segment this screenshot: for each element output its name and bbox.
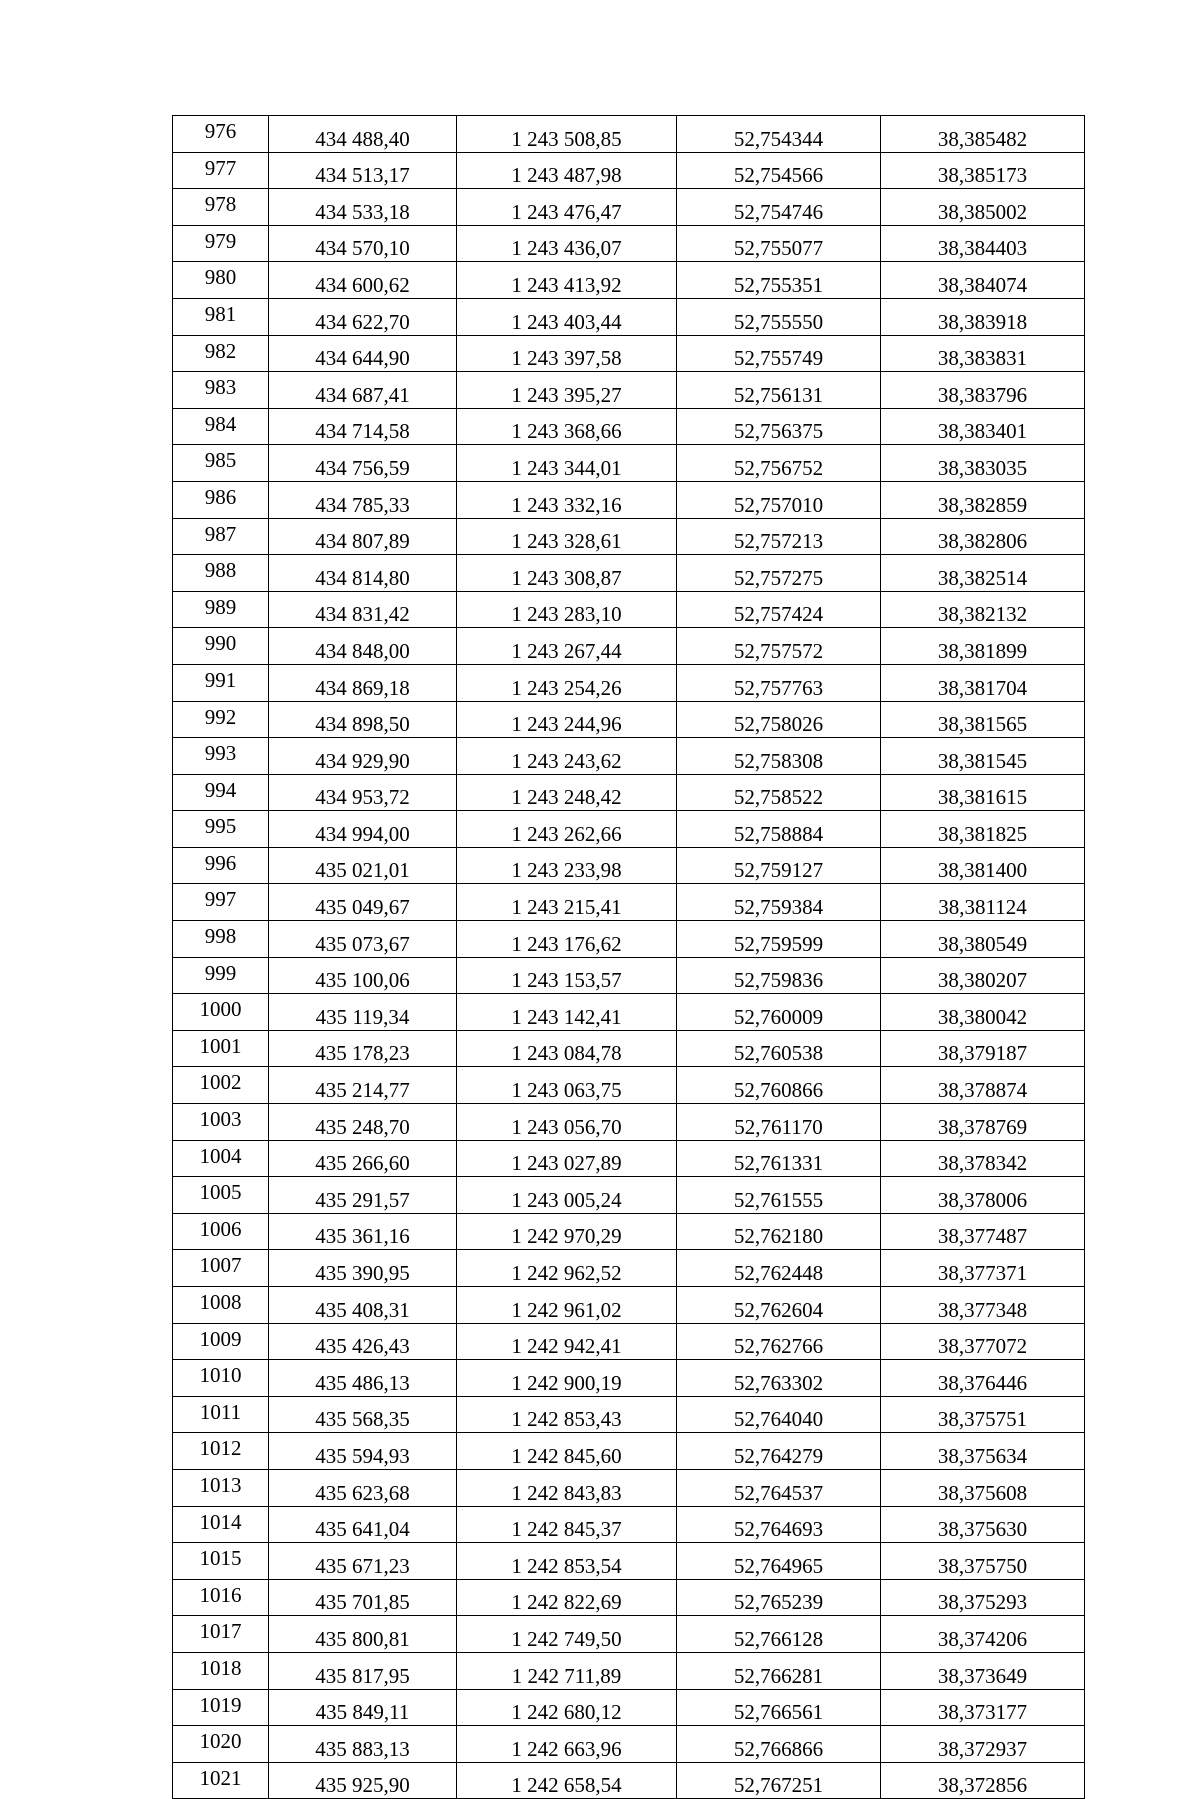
- latitude-cell: 52,755749: [677, 335, 881, 372]
- longitude-cell: 38,379187: [881, 1030, 1085, 1067]
- point-number-cell: 986: [173, 481, 269, 518]
- y-coordinate-cell: 1 242 845,60: [457, 1433, 677, 1470]
- y-coordinate-cell: 1 243 056,70: [457, 1104, 677, 1141]
- point-number-cell: 1006: [173, 1213, 269, 1250]
- y-coordinate-cell: 1 242 680,12: [457, 1689, 677, 1726]
- table-row: [173, 738, 1085, 775]
- x-coordinate-cell: 434 622,70: [269, 298, 457, 335]
- longitude-cell: 38,381615: [881, 774, 1085, 811]
- latitude-cell: 52,757424: [677, 591, 881, 628]
- x-coordinate-cell: 435 291,57: [269, 1177, 457, 1214]
- longitude-cell: 38,375293: [881, 1579, 1085, 1616]
- y-coordinate-cell: 1 242 845,37: [457, 1506, 677, 1543]
- x-coordinate-cell: 434 533,18: [269, 189, 457, 226]
- y-coordinate-cell: 1 243 283,10: [457, 591, 677, 628]
- longitude-cell: 38,383918: [881, 298, 1085, 335]
- x-coordinate-cell: 435 849,11: [269, 1689, 457, 1726]
- latitude-cell: 52,755351: [677, 262, 881, 299]
- longitude-cell: 38,375608: [881, 1469, 1085, 1506]
- x-coordinate-cell: 435 426,43: [269, 1323, 457, 1360]
- longitude-cell: 38,383401: [881, 408, 1085, 445]
- table-row: [173, 1177, 1085, 1214]
- table-row: [173, 957, 1085, 994]
- point-number-cell: 991: [173, 664, 269, 701]
- table-row: [173, 774, 1085, 811]
- table-row: [173, 664, 1085, 701]
- latitude-cell: 52,765239: [677, 1579, 881, 1616]
- x-coordinate-cell: 434 807,89: [269, 518, 457, 555]
- latitude-cell: 52,755077: [677, 225, 881, 262]
- y-coordinate-cell: 1 243 308,87: [457, 555, 677, 592]
- y-coordinate-cell: 1 243 005,24: [457, 1177, 677, 1214]
- table-row: [173, 1469, 1085, 1506]
- y-coordinate-cell: 1 243 403,44: [457, 298, 677, 335]
- point-number-cell: 993: [173, 738, 269, 775]
- table-row: [173, 408, 1085, 445]
- y-coordinate-cell: 1 243 244,96: [457, 701, 677, 738]
- table-row: [173, 921, 1085, 958]
- point-number-cell: 980: [173, 262, 269, 299]
- table-row: [173, 1323, 1085, 1360]
- longitude-cell: 38,373177: [881, 1689, 1085, 1726]
- point-number-cell: 1008: [173, 1287, 269, 1324]
- latitude-cell: 52,760866: [677, 1067, 881, 1104]
- point-number-cell: 1012: [173, 1433, 269, 1470]
- point-number-cell: 1009: [173, 1323, 269, 1360]
- y-coordinate-cell: 1 242 749,50: [457, 1616, 677, 1653]
- point-number-cell: 1020: [173, 1726, 269, 1763]
- x-coordinate-cell: 435 361,16: [269, 1213, 457, 1250]
- table-row: [173, 1652, 1085, 1689]
- x-coordinate-cell: 435 925,90: [269, 1762, 457, 1799]
- longitude-cell: 38,382132: [881, 591, 1085, 628]
- point-number-cell: 981: [173, 298, 269, 335]
- table-row: [173, 1030, 1085, 1067]
- table-row: [173, 152, 1085, 189]
- latitude-cell: 52,756131: [677, 372, 881, 409]
- table-row: [173, 335, 1085, 372]
- longitude-cell: 38,372937: [881, 1726, 1085, 1763]
- x-coordinate-cell: 435 568,35: [269, 1396, 457, 1433]
- latitude-cell: 52,764965: [677, 1543, 881, 1580]
- longitude-cell: 38,383796: [881, 372, 1085, 409]
- x-coordinate-cell: 435 486,13: [269, 1360, 457, 1397]
- y-coordinate-cell: 1 243 267,44: [457, 628, 677, 665]
- table-row: [173, 994, 1085, 1031]
- x-coordinate-cell: 434 687,41: [269, 372, 457, 409]
- point-number-cell: 1017: [173, 1616, 269, 1653]
- latitude-cell: 52,766866: [677, 1726, 881, 1763]
- longitude-cell: 38,380549: [881, 921, 1085, 958]
- x-coordinate-cell: 435 100,06: [269, 957, 457, 994]
- latitude-cell: 52,760009: [677, 994, 881, 1031]
- y-coordinate-cell: 1 243 233,98: [457, 847, 677, 884]
- x-coordinate-cell: 435 800,81: [269, 1616, 457, 1653]
- x-coordinate-cell: 434 929,90: [269, 738, 457, 775]
- point-number-cell: 995: [173, 811, 269, 848]
- table-row: [173, 1579, 1085, 1616]
- longitude-cell: 38,377371: [881, 1250, 1085, 1287]
- y-coordinate-cell: 1 242 711,89: [457, 1652, 677, 1689]
- point-number-cell: 1021: [173, 1762, 269, 1799]
- latitude-cell: 52,754344: [677, 116, 881, 153]
- longitude-cell: 38,375630: [881, 1506, 1085, 1543]
- point-number-cell: 984: [173, 408, 269, 445]
- latitude-cell: 52,762448: [677, 1250, 881, 1287]
- y-coordinate-cell: 1 242 658,54: [457, 1762, 677, 1799]
- longitude-cell: 38,377072: [881, 1323, 1085, 1360]
- point-number-cell: 1015: [173, 1543, 269, 1580]
- y-coordinate-cell: 1 242 961,02: [457, 1287, 677, 1324]
- longitude-cell: 38,378006: [881, 1177, 1085, 1214]
- latitude-cell: 52,757763: [677, 664, 881, 701]
- coordinates-table-body: [173, 116, 1085, 1799]
- y-coordinate-cell: 1 242 942,41: [457, 1323, 677, 1360]
- point-number-cell: 996: [173, 847, 269, 884]
- longitude-cell: 38,381899: [881, 628, 1085, 665]
- latitude-cell: 52,764279: [677, 1433, 881, 1470]
- table-row: [173, 701, 1085, 738]
- table-row: [173, 225, 1085, 262]
- point-number-cell: 1001: [173, 1030, 269, 1067]
- latitude-cell: 52,764537: [677, 1469, 881, 1506]
- latitude-cell: 52,757572: [677, 628, 881, 665]
- table-row: [173, 1140, 1085, 1177]
- point-number-cell: 1003: [173, 1104, 269, 1141]
- latitude-cell: 52,756752: [677, 445, 881, 482]
- table-row: [173, 1104, 1085, 1141]
- point-number-cell: 1011: [173, 1396, 269, 1433]
- latitude-cell: 52,762604: [677, 1287, 881, 1324]
- longitude-cell: 38,375751: [881, 1396, 1085, 1433]
- y-coordinate-cell: 1 243 254,26: [457, 664, 677, 701]
- point-number-cell: 1013: [173, 1469, 269, 1506]
- latitude-cell: 52,762766: [677, 1323, 881, 1360]
- latitude-cell: 52,758522: [677, 774, 881, 811]
- point-number-cell: 994: [173, 774, 269, 811]
- y-coordinate-cell: 1 243 328,61: [457, 518, 677, 555]
- longitude-cell: 38,372856: [881, 1762, 1085, 1799]
- latitude-cell: 52,758308: [677, 738, 881, 775]
- point-number-cell: 997: [173, 884, 269, 921]
- latitude-cell: 52,761331: [677, 1140, 881, 1177]
- table-row: [173, 1726, 1085, 1763]
- longitude-cell: 38,376446: [881, 1360, 1085, 1397]
- table-row: [173, 1616, 1085, 1653]
- table-row: [173, 847, 1085, 884]
- longitude-cell: 38,378342: [881, 1140, 1085, 1177]
- point-number-cell: 1018: [173, 1652, 269, 1689]
- latitude-cell: 52,762180: [677, 1213, 881, 1250]
- longitude-cell: 38,380207: [881, 957, 1085, 994]
- point-number-cell: 1010: [173, 1360, 269, 1397]
- point-number-cell: 1000: [173, 994, 269, 1031]
- table-row: [173, 1762, 1085, 1799]
- point-number-cell: 979: [173, 225, 269, 262]
- point-number-cell: 983: [173, 372, 269, 409]
- point-number-cell: 978: [173, 189, 269, 226]
- table-row: [173, 116, 1085, 153]
- x-coordinate-cell: 435 214,77: [269, 1067, 457, 1104]
- longitude-cell: 38,375750: [881, 1543, 1085, 1580]
- longitude-cell: 38,378769: [881, 1104, 1085, 1141]
- longitude-cell: 38,382859: [881, 481, 1085, 518]
- point-number-cell: 990: [173, 628, 269, 665]
- table-row: [173, 1287, 1085, 1324]
- longitude-cell: 38,383035: [881, 445, 1085, 482]
- x-coordinate-cell: 435 266,60: [269, 1140, 457, 1177]
- y-coordinate-cell: 1 243 063,75: [457, 1067, 677, 1104]
- longitude-cell: 38,375634: [881, 1433, 1085, 1470]
- y-coordinate-cell: 1 243 027,89: [457, 1140, 677, 1177]
- latitude-cell: 52,754746: [677, 189, 881, 226]
- x-coordinate-cell: 434 570,10: [269, 225, 457, 262]
- y-coordinate-cell: 1 243 508,85: [457, 116, 677, 153]
- latitude-cell: 52,761170: [677, 1104, 881, 1141]
- latitude-cell: 52,759384: [677, 884, 881, 921]
- x-coordinate-cell: 435 883,13: [269, 1726, 457, 1763]
- longitude-cell: 38,381545: [881, 738, 1085, 775]
- table-row: [173, 884, 1085, 921]
- longitude-cell: 38,374206: [881, 1616, 1085, 1653]
- longitude-cell: 38,378874: [881, 1067, 1085, 1104]
- x-coordinate-cell: 434 848,00: [269, 628, 457, 665]
- longitude-cell: 38,385482: [881, 116, 1085, 153]
- x-coordinate-cell: 435 594,93: [269, 1433, 457, 1470]
- point-number-cell: 1002: [173, 1067, 269, 1104]
- x-coordinate-cell: 435 408,31: [269, 1287, 457, 1324]
- longitude-cell: 38,382806: [881, 518, 1085, 555]
- latitude-cell: 52,755550: [677, 298, 881, 335]
- latitude-cell: 52,756375: [677, 408, 881, 445]
- point-number-cell: 982: [173, 335, 269, 372]
- y-coordinate-cell: 1 243 176,62: [457, 921, 677, 958]
- latitude-cell: 52,759599: [677, 921, 881, 958]
- y-coordinate-cell: 1 243 142,41: [457, 994, 677, 1031]
- longitude-cell: 38,381124: [881, 884, 1085, 921]
- point-number-cell: 985: [173, 445, 269, 482]
- point-number-cell: 977: [173, 152, 269, 189]
- y-coordinate-cell: 1 243 395,27: [457, 372, 677, 409]
- table-row: [173, 811, 1085, 848]
- table-row: [173, 1689, 1085, 1726]
- point-number-cell: 1007: [173, 1250, 269, 1287]
- latitude-cell: 52,766561: [677, 1689, 881, 1726]
- latitude-cell: 52,759127: [677, 847, 881, 884]
- y-coordinate-cell: 1 243 262,66: [457, 811, 677, 848]
- x-coordinate-cell: 434 714,58: [269, 408, 457, 445]
- point-number-cell: 1004: [173, 1140, 269, 1177]
- latitude-cell: 52,766128: [677, 1616, 881, 1653]
- table-row: [173, 518, 1085, 555]
- longitude-cell: 38,385173: [881, 152, 1085, 189]
- x-coordinate-cell: 435 817,95: [269, 1652, 457, 1689]
- table-row: [173, 628, 1085, 665]
- y-coordinate-cell: 1 243 344,01: [457, 445, 677, 482]
- x-coordinate-cell: 435 049,67: [269, 884, 457, 921]
- x-coordinate-cell: 435 073,67: [269, 921, 457, 958]
- point-number-cell: 998: [173, 921, 269, 958]
- point-number-cell: 987: [173, 518, 269, 555]
- longitude-cell: 38,381704: [881, 664, 1085, 701]
- x-coordinate-cell: 434 785,33: [269, 481, 457, 518]
- x-coordinate-cell: 434 513,17: [269, 152, 457, 189]
- longitude-cell: 38,373649: [881, 1652, 1085, 1689]
- point-number-cell: 1005: [173, 1177, 269, 1214]
- longitude-cell: 38,381400: [881, 847, 1085, 884]
- longitude-cell: 38,382514: [881, 555, 1085, 592]
- latitude-cell: 52,758026: [677, 701, 881, 738]
- x-coordinate-cell: 434 831,42: [269, 591, 457, 628]
- y-coordinate-cell: 1 243 368,66: [457, 408, 677, 445]
- x-coordinate-cell: 434 488,40: [269, 116, 457, 153]
- x-coordinate-cell: 434 644,90: [269, 335, 457, 372]
- y-coordinate-cell: 1 242 843,83: [457, 1469, 677, 1506]
- point-number-cell: 988: [173, 555, 269, 592]
- y-coordinate-cell: 1 243 436,07: [457, 225, 677, 262]
- table-row: [173, 262, 1085, 299]
- x-coordinate-cell: 434 898,50: [269, 701, 457, 738]
- longitude-cell: 38,385002: [881, 189, 1085, 226]
- y-coordinate-cell: 1 243 487,98: [457, 152, 677, 189]
- latitude-cell: 52,763302: [677, 1360, 881, 1397]
- longitude-cell: 38,381565: [881, 701, 1085, 738]
- y-coordinate-cell: 1 242 822,69: [457, 1579, 677, 1616]
- latitude-cell: 52,758884: [677, 811, 881, 848]
- coordinates-table: [172, 115, 1085, 1799]
- table-row: [173, 372, 1085, 409]
- x-coordinate-cell: 434 953,72: [269, 774, 457, 811]
- table-row: [173, 1360, 1085, 1397]
- y-coordinate-cell: 1 243 215,41: [457, 884, 677, 921]
- x-coordinate-cell: 434 869,18: [269, 664, 457, 701]
- latitude-cell: 52,757010: [677, 481, 881, 518]
- point-number-cell: 989: [173, 591, 269, 628]
- x-coordinate-cell: 435 021,01: [269, 847, 457, 884]
- table-row: [173, 445, 1085, 482]
- table-row: [173, 1396, 1085, 1433]
- point-number-cell: 1014: [173, 1506, 269, 1543]
- y-coordinate-cell: 1 243 248,42: [457, 774, 677, 811]
- x-coordinate-cell: 435 178,23: [269, 1030, 457, 1067]
- table-row: [173, 1067, 1085, 1104]
- table-row: [173, 481, 1085, 518]
- x-coordinate-cell: 435 701,85: [269, 1579, 457, 1616]
- y-coordinate-cell: 1 243 476,47: [457, 189, 677, 226]
- latitude-cell: 52,761555: [677, 1177, 881, 1214]
- longitude-cell: 38,377487: [881, 1213, 1085, 1250]
- x-coordinate-cell: 434 600,62: [269, 262, 457, 299]
- x-coordinate-cell: 434 756,59: [269, 445, 457, 482]
- y-coordinate-cell: 1 242 970,29: [457, 1213, 677, 1250]
- latitude-cell: 52,766281: [677, 1652, 881, 1689]
- point-number-cell: 999: [173, 957, 269, 994]
- y-coordinate-cell: 1 243 153,57: [457, 957, 677, 994]
- y-coordinate-cell: 1 242 853,54: [457, 1543, 677, 1580]
- y-coordinate-cell: 1 242 663,96: [457, 1726, 677, 1763]
- x-coordinate-cell: 435 119,34: [269, 994, 457, 1031]
- x-coordinate-cell: 435 671,23: [269, 1543, 457, 1580]
- x-coordinate-cell: 435 390,95: [269, 1250, 457, 1287]
- y-coordinate-cell: 1 243 397,58: [457, 335, 677, 372]
- table-row: [173, 555, 1085, 592]
- x-coordinate-cell: 434 814,80: [269, 555, 457, 592]
- y-coordinate-cell: 1 243 332,16: [457, 481, 677, 518]
- table-row: [173, 591, 1085, 628]
- y-coordinate-cell: 1 243 413,92: [457, 262, 677, 299]
- latitude-cell: 52,760538: [677, 1030, 881, 1067]
- longitude-cell: 38,377348: [881, 1287, 1085, 1324]
- x-coordinate-cell: 435 248,70: [269, 1104, 457, 1141]
- latitude-cell: 52,759836: [677, 957, 881, 994]
- latitude-cell: 52,764040: [677, 1396, 881, 1433]
- y-coordinate-cell: 1 243 243,62: [457, 738, 677, 775]
- table-row: [173, 1250, 1085, 1287]
- point-number-cell: 1016: [173, 1579, 269, 1616]
- x-coordinate-cell: 434 994,00: [269, 811, 457, 848]
- latitude-cell: 52,757213: [677, 518, 881, 555]
- point-number-cell: 992: [173, 701, 269, 738]
- y-coordinate-cell: 1 242 900,19: [457, 1360, 677, 1397]
- point-number-cell: 1019: [173, 1689, 269, 1726]
- x-coordinate-cell: 435 623,68: [269, 1469, 457, 1506]
- longitude-cell: 38,384403: [881, 225, 1085, 262]
- table-row: [173, 189, 1085, 226]
- y-coordinate-cell: 1 242 962,52: [457, 1250, 677, 1287]
- longitude-cell: 38,380042: [881, 994, 1085, 1031]
- longitude-cell: 38,381825: [881, 811, 1085, 848]
- table-row: [173, 298, 1085, 335]
- table-row: [173, 1506, 1085, 1543]
- latitude-cell: 52,764693: [677, 1506, 881, 1543]
- latitude-cell: 52,767251: [677, 1762, 881, 1799]
- table-row: [173, 1543, 1085, 1580]
- x-coordinate-cell: 435 641,04: [269, 1506, 457, 1543]
- y-coordinate-cell: 1 243 084,78: [457, 1030, 677, 1067]
- latitude-cell: 52,754566: [677, 152, 881, 189]
- y-coordinate-cell: 1 242 853,43: [457, 1396, 677, 1433]
- longitude-cell: 38,383831: [881, 335, 1085, 372]
- point-number-cell: 976: [173, 116, 269, 153]
- latitude-cell: 52,757275: [677, 555, 881, 592]
- longitude-cell: 38,384074: [881, 262, 1085, 299]
- table-row: [173, 1433, 1085, 1470]
- table-row: [173, 1213, 1085, 1250]
